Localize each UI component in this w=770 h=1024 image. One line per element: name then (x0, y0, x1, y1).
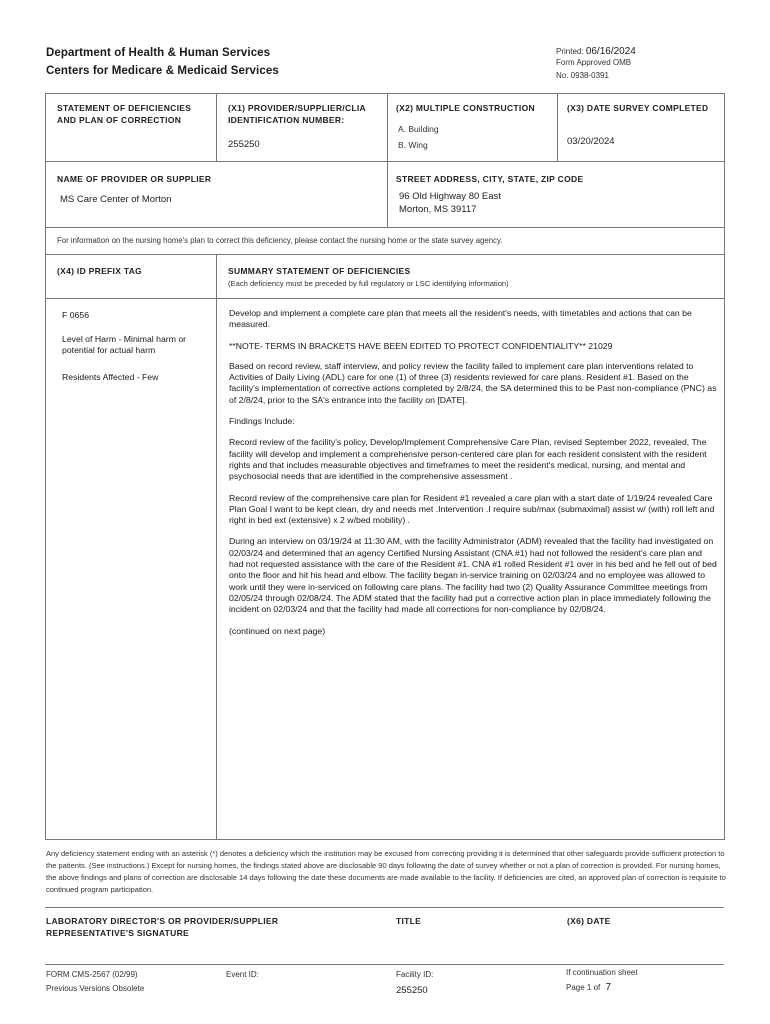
residents-affected: Residents Affected - Few (62, 372, 159, 382)
x3-value: 03/20/2024 (567, 136, 615, 147)
previous-versions: Previous Versions Obsolete (46, 984, 145, 993)
frame-right (724, 93, 725, 839)
printed-label: Printed: (556, 47, 584, 56)
page-indicator (566, 982, 611, 993)
page-total: 7 (605, 982, 612, 993)
row1-bottom (45, 161, 724, 162)
centers-name: Centers for Medicare & Medicaid Services (46, 65, 279, 77)
info-bottom (45, 254, 724, 255)
x2-building: A. Building (398, 124, 439, 134)
statement-label: STATEMENT OF DEFICIENCIES AND PLAN OF CORRECTION (57, 103, 192, 125)
summary-sub: (Each deficiency must be preceded by full regulatory or LSC identifying information) (228, 279, 509, 288)
date-label: (X6) DATE (567, 916, 611, 926)
frame-bottom (45, 839, 725, 840)
facility-id-value: 255250 (396, 985, 428, 996)
signature-bottom (45, 964, 724, 965)
address-label: STREET ADDRESS, CITY, STATE, ZIP CODE (396, 174, 584, 184)
printed-date: 06/16/2024 (585, 46, 636, 57)
provider-name: MS Care Center of Morton (60, 194, 172, 205)
x2-wing: B. Wing (398, 140, 428, 150)
continuation-label: If continuation sheet (566, 968, 638, 977)
frame-left (45, 93, 46, 839)
facility-id-label: Facility ID: (396, 970, 434, 979)
x1-label: (X1) PROVIDER/SUPPLIER/CLIA IDENTIFICATION NUMBER: (228, 103, 366, 125)
body-paragraph-1: Develop and implement a complete care plan that meets all the resident's needs, with timetables and actions that can be measured. (229, 308, 692, 330)
director-signature-label: LABORATORY DIRECTOR'S OR PROVIDER/SUPPLIER REPRESENTATIVE'S SIGNATURE (46, 916, 279, 938)
omb-number: No. 0938-0391 (556, 71, 609, 80)
summary-label: SUMMARY STATEMENT OF DEFICIENCIES (228, 266, 411, 276)
address-line1: 96 Old Highway 80 East (399, 191, 501, 202)
tag-column-divider (216, 254, 217, 839)
x2-label: (X2) MULTIPLE CONSTRUCTION (396, 103, 535, 113)
body-paragraph-2: **NOTE- TERMS IN BRACKETS HAVE BEEN EDITED TO PROTECT CONFIDENTIALITY** 21029 (229, 340, 613, 351)
title-label: TITLE (396, 916, 422, 926)
provider-label: NAME OF PROVIDER OR SUPPLIER (57, 174, 212, 184)
deficiency-body (229, 308, 717, 647)
info-note: For information on the nursing home's plan to correct this deficiency, please contact the nursing home or the state survey agency. (57, 236, 503, 245)
body-paragraph-3: Based on record review, staff interview, and policy review the facility failed to implement care plan interventions related to Activities of Daily Living (ADL) care for one (1) of three (3) residents reviewed for care plans. Resident #1. Based on the facility's implementation of corrective actions completed by 2/8/24, the SA determined this to be Past non-compliance (PNC) as of 2/8/24, prior to the SA's entrance into the facility on [DATE]. (229, 360, 717, 405)
x4-label: (X4) ID PREFIX TAG (57, 266, 143, 276)
event-id-label: Event ID: (226, 970, 259, 979)
row1-divider-1 (216, 93, 217, 161)
row2-bottom (45, 227, 724, 228)
row1-divider-2 (387, 93, 388, 161)
row1-divider-3 (557, 93, 558, 161)
body-paragraph-7: During an interview on 03/19/24 at 11:30 AM, with the facility Administrator (ADM) revealed that the facility had investigated on 02/03/24 and determined that an agency Certified Nursing Assistant (CNA #1) had not followed the resident's care plan and had not requested assistance with the care of the Resident #1. CNA #1 rolled Resident #1 over in his bed and he fell out of bed onto the floor and hit his head and elbow. The facility began in-service training on 02/03/24 and no employee was allowed to work until they were in-serviced on following care plans. The facility had two (2) Quality Assurance Committee meetings from 02/05/24 through 02/08/24. The ADM stated that the facility had put a corrective action plan in place immediately following the incident on 02/03/24 and that the facility had made all corrections for non-compliance by 02/08/24. (229, 536, 717, 615)
form-approved: Form Approved OMB (556, 58, 632, 67)
x3-label: (X3) DATE SURVEY COMPLETED (567, 103, 709, 113)
row2-divider (387, 161, 388, 227)
row3-bottom (45, 298, 724, 299)
page-label: Page 1 of (566, 983, 601, 992)
form-number: FORM CMS-2567 (02/99) (46, 970, 138, 979)
level-of-harm: Level of Harm - Minimal harm or potential for actual harm (62, 334, 187, 356)
printed-info (556, 46, 636, 57)
disclaimer: Any deficiency statement ending with an asterisk (*) denotes a deficiency which the institution may be excused from correcting providing it is determined that other safeguards provide sufficient protection to the patients. (See instructions.) Except for nursing homes, the findings stated above are disclosable 90 days following the date of survey whether or not a plan of correction is provided. For nursing homes, the above findings and plans of correction are disclosable 14 days following the date these documents are made available to the facility. If deficiencies are cited, an approved plan of correction is requisite to continued program participation. (46, 849, 726, 894)
body-paragraph-5: Record review of the facility's policy, Develop/Implement Comprehensive Care Plan, revised September 2022, revealed, The facility will develop and implement a comprehensive person-centered care plan for each resident consistent with the resident rights and that includes measurable objectives and timeframes to meet the resident's medical, nursing, and mental and psychosocial needs that are identified in the comprehensive assessment . (229, 437, 707, 482)
body-paragraph-8: (continued on next page) (229, 625, 326, 636)
body-paragraph-4: Findings Include: (229, 416, 295, 427)
address-line2: Morton, MS 39117 (399, 204, 477, 215)
body-paragraph-6: Record review of the comprehensive care plan for Resident #1 revealed a care plan with a start date of 1/19/24 revealed Care Plan Goal I want to be kept clean, dry and needs met .Intervention .I require sub/max (submaximal) assist w/ (with) roll left and right in bed ext (extensive) x 2 w/bed mobility) . (229, 492, 715, 526)
signature-top (45, 907, 724, 908)
tag-code: F 0656 (62, 310, 90, 320)
department-name: Department of Health & Human Services (46, 47, 271, 59)
frame-top (45, 93, 724, 94)
x1-value: 255250 (228, 139, 260, 150)
